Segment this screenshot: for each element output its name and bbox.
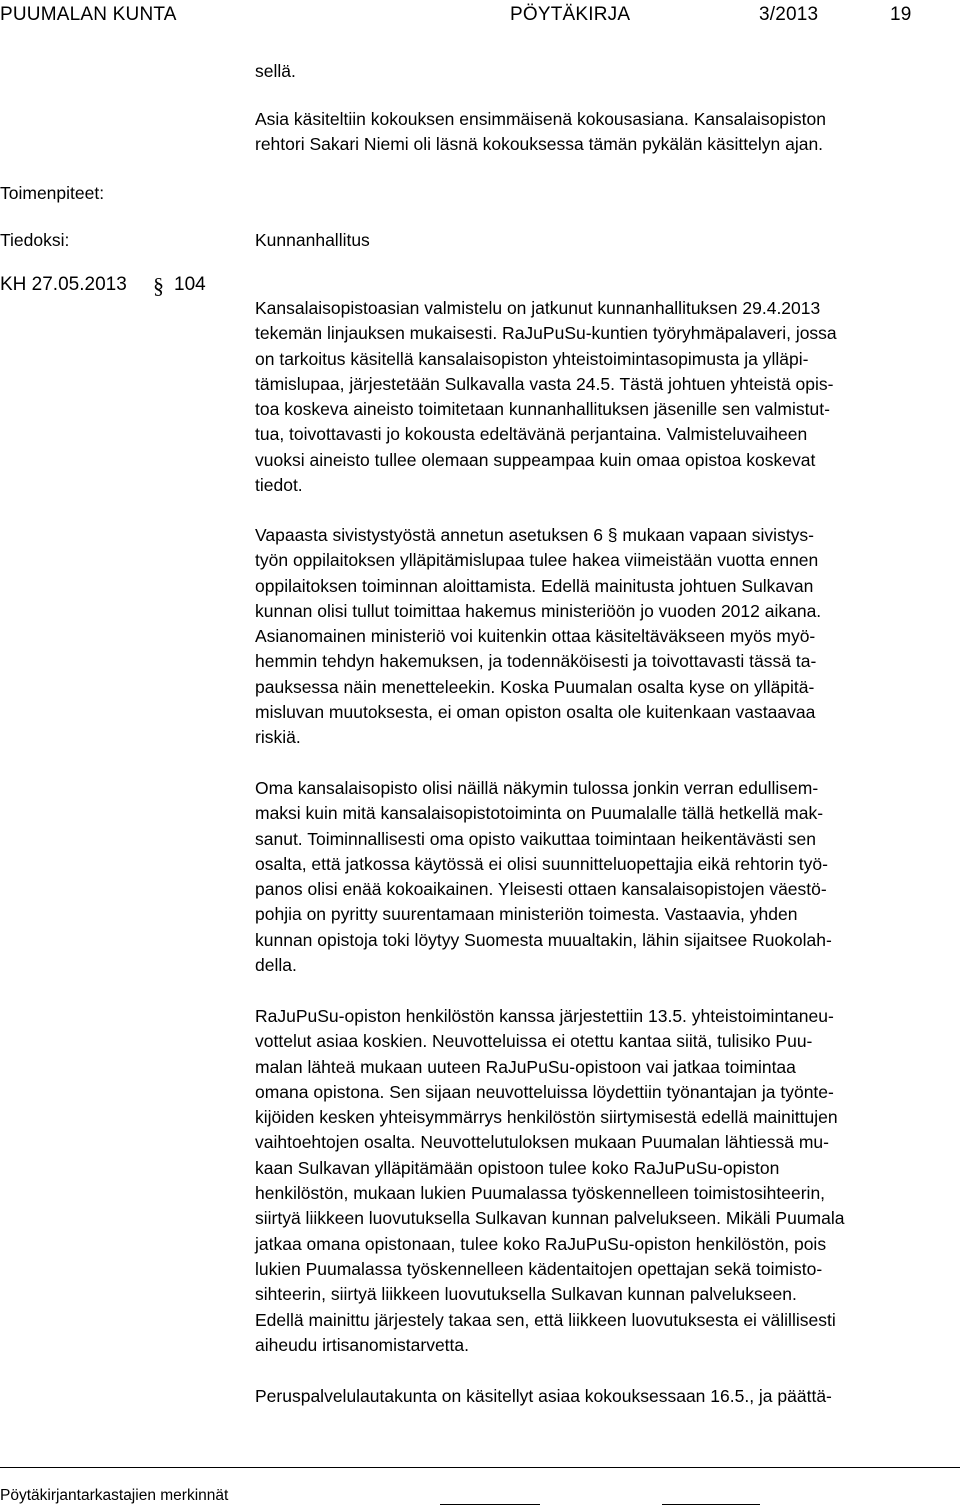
paragraph-2: Vapaasta sivistystyöstä annetun asetuksen 6 § mukaan vapaan sivistys- työn oppilaitoksen ylläpitämislupaa tulee hakea viimeistään vuotta ennen oppilaitoksen toiminnan aloittamista. Edellä mainitusta johtuen Sulkavan kunnan olisi tullut toimittaa hakemus ministeriöön jo vuoden 2012 aikana. Asianomainen ministeriö voi kuitenkin ottaa käsiteltäväkseen myös myö- hemmin tehdyn hakemuksen, ja todennäköisesti ja toivottavasti tässä ta- pauksessa näin menetteleekin. Koska Puumalan osalta kyse on ylläpitä- misluvan muutoksesta, ei oman opiston osalta ole kuitenkaan vastaavaa riskiä. <box>255 525 822 748</box>
continuation-text: sellä. <box>255 61 296 81</box>
paragraph-3: Oma kansalaisopisto olisi näillä näkymin tulossa jonkin verran edullisem- maksi kuin mitä kansalaisopistotoiminta on Puumalalle tällä hetkellä mak- sanut. Toiminnallisesti oma opisto vaikuttaa toimintaan heikentävästi sen osalta, että jatkossa käytössä ei olisi suunnitteluopettajia eikä rehtorin työ- panos olisi enää kokoaikainen. Yleisesti ottaen kansalaisopistojen väestö- pohjia on pyritty suurentamaan ministeriön toimesta. Vastaavia, yhden kunnan opistoja toki löytyy Suomesta muualtakin, lähin sijaitsee Ruokolah- della. <box>255 778 832 976</box>
header-org: PUUMALAN KUNTA <box>0 4 177 25</box>
actions-label: Toimenpiteet: <box>0 183 105 203</box>
notify-value: Kunnanhallitus <box>255 230 370 250</box>
footer-rule <box>0 1467 960 1468</box>
notify-label: Tiedoksi: <box>0 230 70 250</box>
header-doc-type: PÖYTÄKIRJA <box>510 4 631 25</box>
footer-label: Pöytäkirjantarkastajien merkinnät <box>0 1487 229 1504</box>
signature-line-2 <box>662 1504 760 1505</box>
signature-line-1 <box>440 1504 540 1505</box>
paragraph-4: RaJuPuSu-opiston henkilöstön kanssa järjestettiin 13.5. yhteistoimintaneu- vottelut asiaa koskien. Neuvotteluissa ei otettu kantaa siitä, tulisiko Puu- malan lähteä mukaan uuteen RaJuPuSu-opistoon vai jatkaa toimintaa omana opistona. Sen sijaan neuvotteluissa löydettiin työnantajan ja työnte- kijöiden kesken yhteisymmärrys henkilöstön siirtymisestä edellä mainittujen vaihtoehtojen osalta. Neuvottelutuloksen mukaan Puumalan lähtiessä mu- kaan Sulkavan ylläpitämään opistoon tulee koko RaJuPuSu-opiston henkilöstön, mukaan lukien Puumalassa työskennelleen toimistosihteerin, siirtyä liikkeen luovutuksella Sulkavan kunnan palvelukseen. Mikäli Puumala jatkaa omana opistonaan, tulee koko RaJuPuSu-opiston henkilöstön, pois lukien Puumalassa työskennelleen kädentaitojen opettajan sekä toimisto- sihteerin, siirtyä liikkeen luovutuksella Sulkavan kunnan palvelukseen. Edellä mainittu järjestely takaa sen, että liikkeen luovutuksesta ei välillisesti aiheudu irtisanomistarvetta. <box>255 1006 845 1355</box>
intro-paragraph: Asia käsiteltiin kokouksen ensimmäisenä kokousasiana. Kansalaisopiston rehtori Sakari Niemi oli läsnä kokouksessa tämän pykälän käsittelyn ajan. <box>255 109 827 155</box>
section-sign-icon <box>151 272 167 300</box>
paragraph-5: Peruspalvelulautakunta on käsitellyt asiaa kokouksessaan 16.5., ja päättä- <box>255 1386 832 1406</box>
section-ref: KH 27.05.2013 <box>0 274 127 295</box>
header-doc-number: 3/2013 <box>759 4 819 25</box>
svg-text:§: § <box>153 273 164 298</box>
header-page-number: 19 <box>890 4 912 25</box>
paragraph-1: Kansalaisopistoasian valmistelu on jatkunut kunnanhallituksen 29.4.2013 tekemän linjauksen mukaisesti. RaJuPuSu-kuntien työryhmäpalaveri, jossa on tarkoitus käsitellä kansalaisopiston yhteistoimintasopimusta ja ylläpi- tämislupaa, järjestetään Sulkavalla vasta 24.5. Tästä johtuen yhteistä opis- toa koskeva aineisto toimitetaan kunnanhallituksen jäsenille sen valmistut- tua, toivottavasti jo kokousta edeltävänä perjantaina. Valmisteluvaiheen vuoksi aineisto tullee olemaan suppeampaa kuin omaa opistoa koskevat tiedot. <box>255 298 837 496</box>
section-number: 104 <box>174 274 206 295</box>
